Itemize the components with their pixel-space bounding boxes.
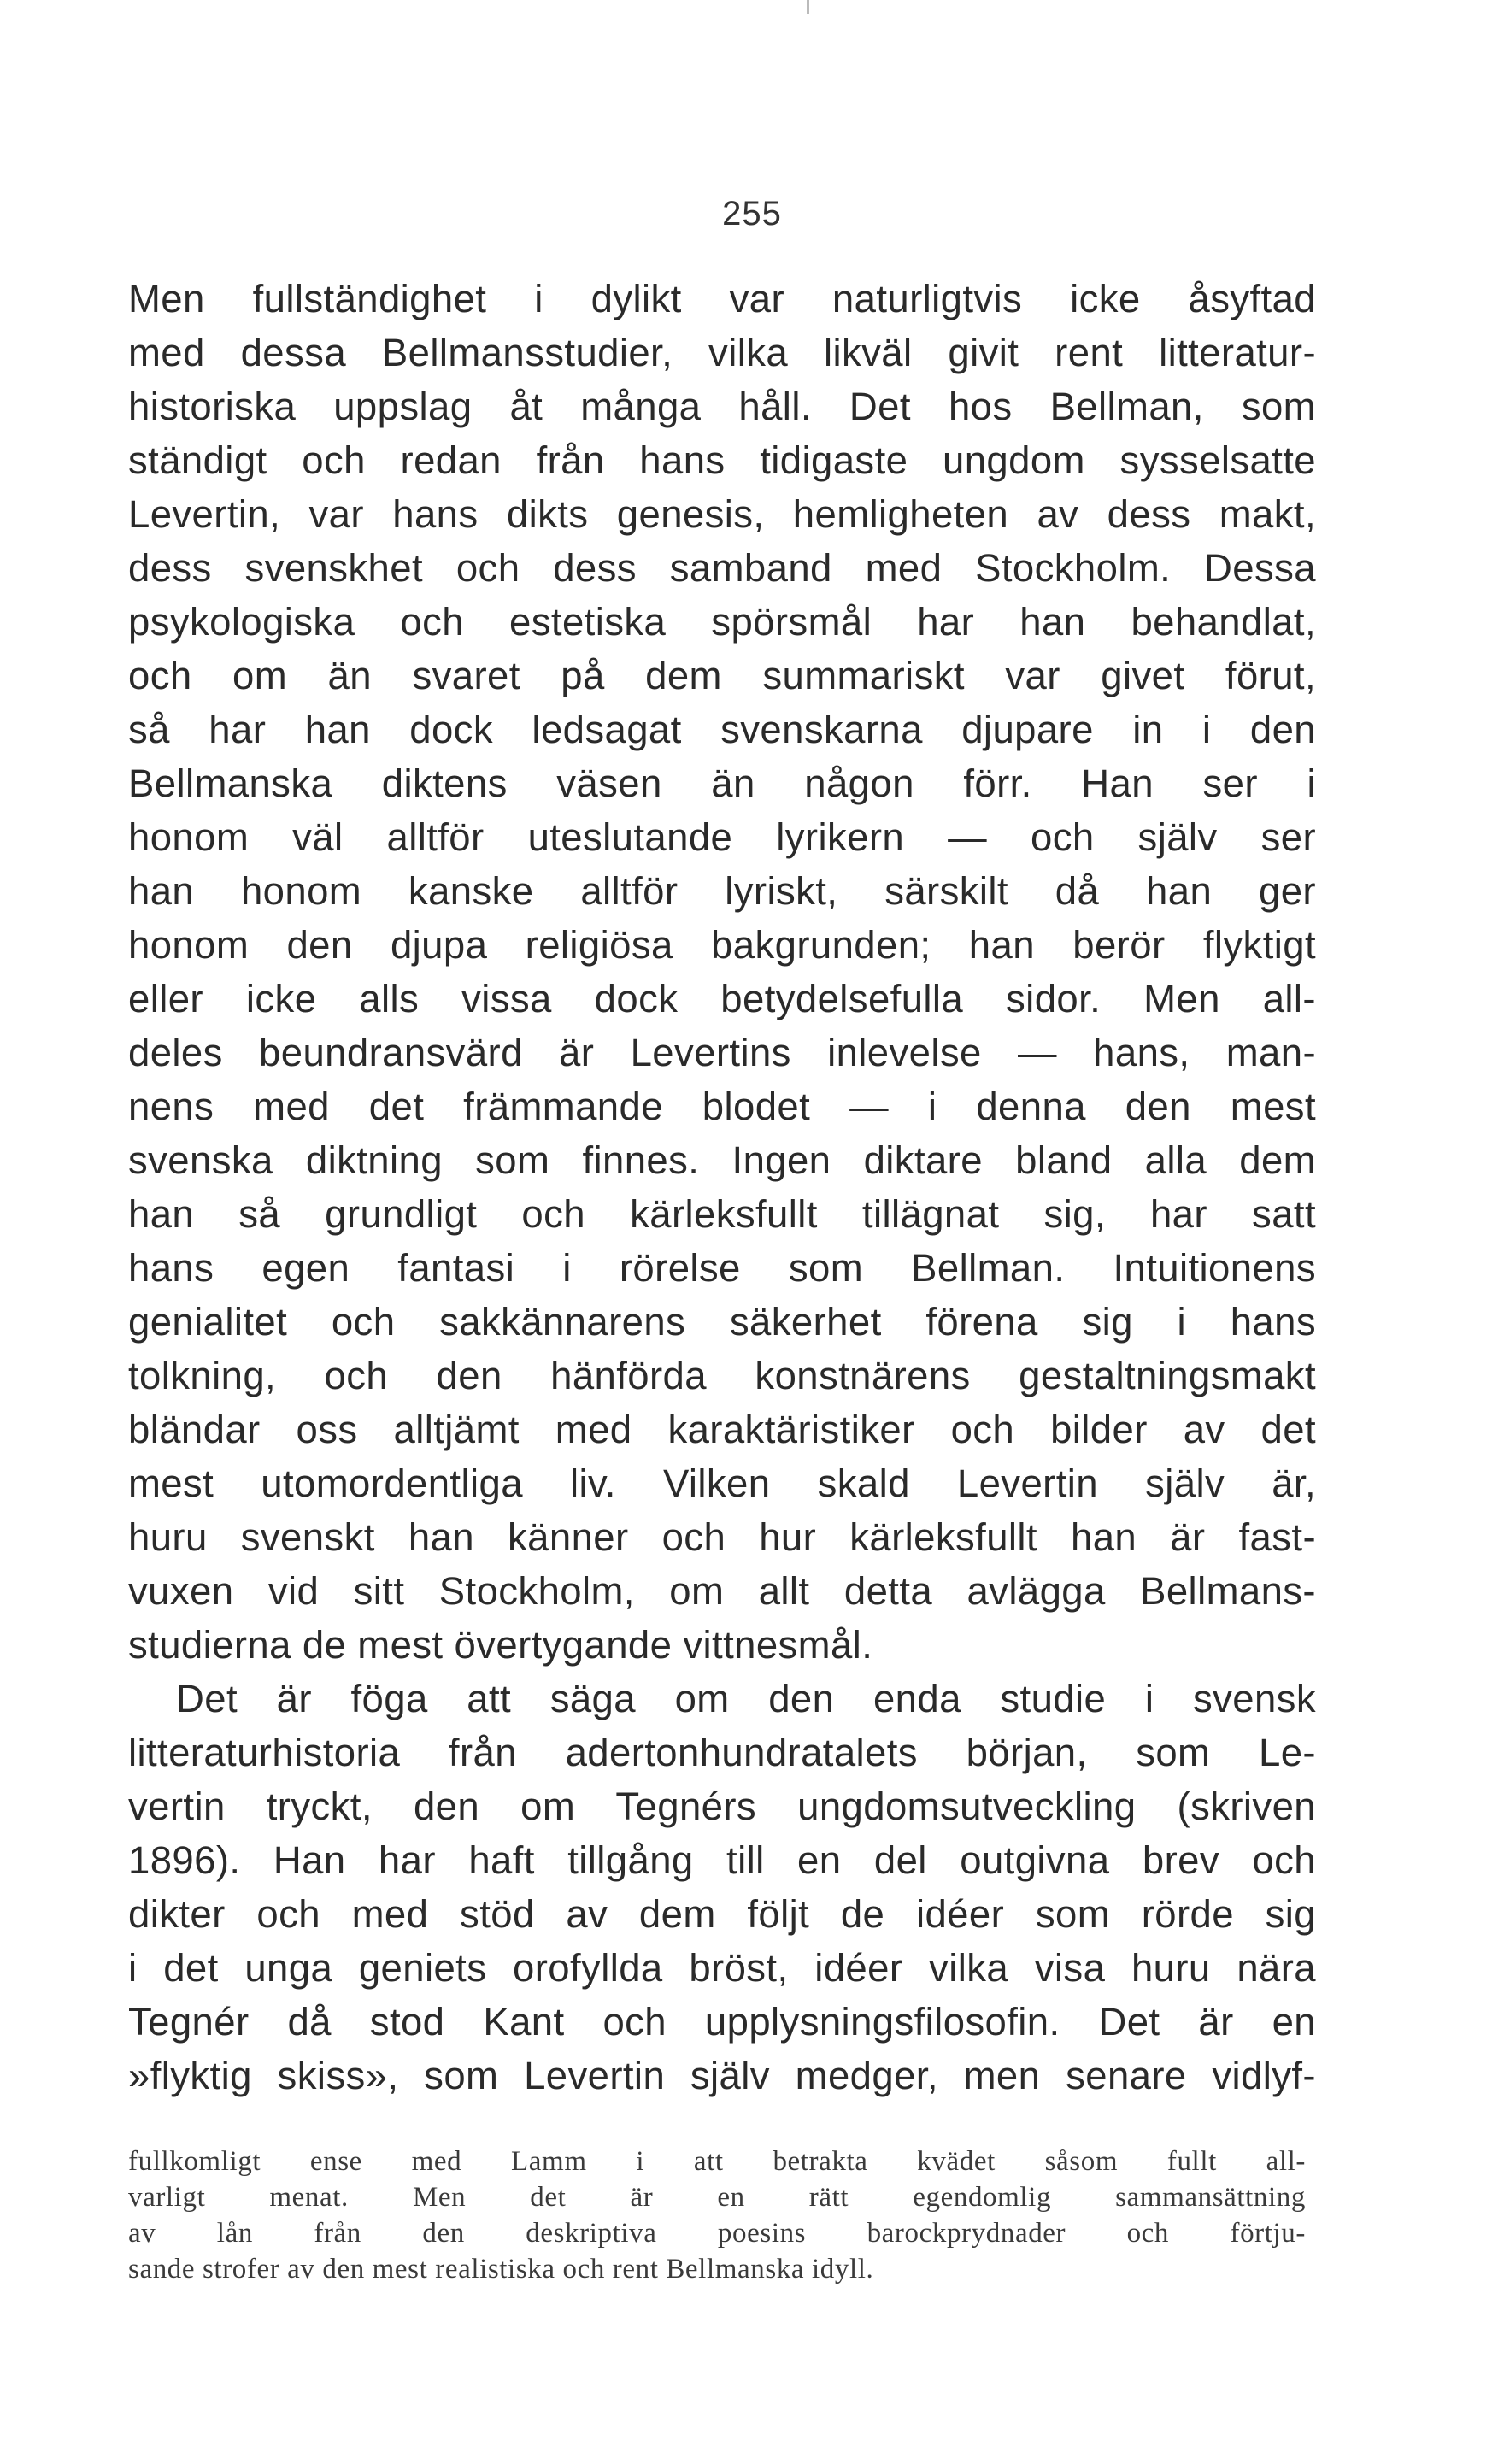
text-line: och om än svaret på dem summariskt var givet förut, [128,654,1316,697]
text-line: bländar oss alltjämt med karaktäristiker och bilder av det [128,1408,1316,1451]
text-line: nens med det främmande blodet — i denna den mest [128,1085,1316,1128]
body-text [128,272,1316,2102]
text-line: vertin tryckt, den om Tegnérs ungdomsutveckling (skriven [128,1785,1316,1828]
text-line: vuxen vid sitt Stockholm, om allt detta avlägga Bellmans- [128,1569,1316,1613]
scan-speck [807,0,809,14]
text-line: deles beundransvärd är Levertins inlevelse — hans, man- [128,1031,1316,1074]
text-line: svenska diktning som finnes. Ingen diktare bland alla dem [128,1138,1316,1182]
text-line: mest utomordentliga liv. Vilken skald Levertin själv är, [128,1461,1316,1505]
text-line-paragraph-end: studierna de mest övertygande vittnesmål. [128,1623,873,1667]
text-line: 1896). Han har haft tillgång till en del outgivna brev och [128,1838,1316,1882]
text-line: så har han dock ledsagat svenskarna djupare in i den [128,708,1316,751]
text-line: dess svenskhet och dess samband med Stockholm. Dessa [128,546,1316,590]
text-line: eller icke alls vissa dock betydelsefulla sidor. Men all- [128,977,1316,1020]
text-line: Men fullständighet i dylikt var naturligtvis icke åsyftad [128,277,1316,320]
text-line: Bellmanska diktens väsen än någon förr. Han ser i [128,762,1316,805]
footnote-line: sande strofer av den mest realistiska och rent Bellmanska idyll. [128,2254,874,2285]
text-line: i det unga geniets orofyllda bröst, idéer vilka visa huru nära [128,1946,1316,1990]
footnote [128,2144,1306,2287]
text-line: Levertin, var hans dikts genesis, hemligheten av dess makt, [128,492,1316,536]
text-line: ständigt och redan från hans tidigaste ungdom sysselsatte [128,438,1316,482]
text-line: hans egen fantasi i rörelse som Bellman. Intuitionens [128,1246,1316,1290]
text-line: tolkning, och den hänförda konstnärens gestaltningsmakt [128,1354,1316,1397]
text-line: historiska uppslag åt många håll. Det hos Bellman, som [128,385,1316,428]
text-line: huru svenskt han känner och hur kärleksfullt han är fast- [128,1515,1316,1559]
text-line-paragraph-start: Det är föga att säga om den enda studie i svensk [176,1677,1316,1720]
text-line: genialitet och sakkännarens säkerhet förena sig i hans [128,1300,1316,1344]
text-line: med dessa Bellmansstudier, vilka likväl givit rent litteratur- [128,331,1316,374]
text-line: honom den djupa religiösa bakgrunden; han berör flyktigt [128,923,1316,967]
page-number: 255 [722,195,782,232]
footnote-line: av lån från den deskriptiva poesins barockprydnader och förtju- [128,2218,1306,2249]
text-line: Tegnér då stod Kant och upplysningsfilosofin. Det är en [128,2000,1316,2044]
text-line: litteraturhistoria från adertonhundratalets början, som Le- [128,1731,1316,1774]
text-line: honom väl alltför uteslutande lyrikern — och själv ser [128,815,1316,859]
footnote-line: fullkomligt ense med Lamm i att betrakta kvädet såsom fullt all- [128,2146,1306,2177]
text-line: psykologiska och estetiska spörsmål har han behandlat, [128,600,1316,644]
text-line: dikter och med stöd av dem följt de idéer som rörde sig [128,1892,1316,1936]
footnote-line: varligt menat. Men det är en rätt egendomlig sammansättning [128,2182,1306,2213]
text-line: han honom kanske alltför lyriskt, särskilt då han ger [128,869,1316,913]
text-line: »flyktig skiss», som Levertin själv medger, men senare vidlyf- [128,2054,1316,2097]
text-line: han så grundligt och kärleksfullt tillägnat sig, har satt [128,1192,1316,1236]
